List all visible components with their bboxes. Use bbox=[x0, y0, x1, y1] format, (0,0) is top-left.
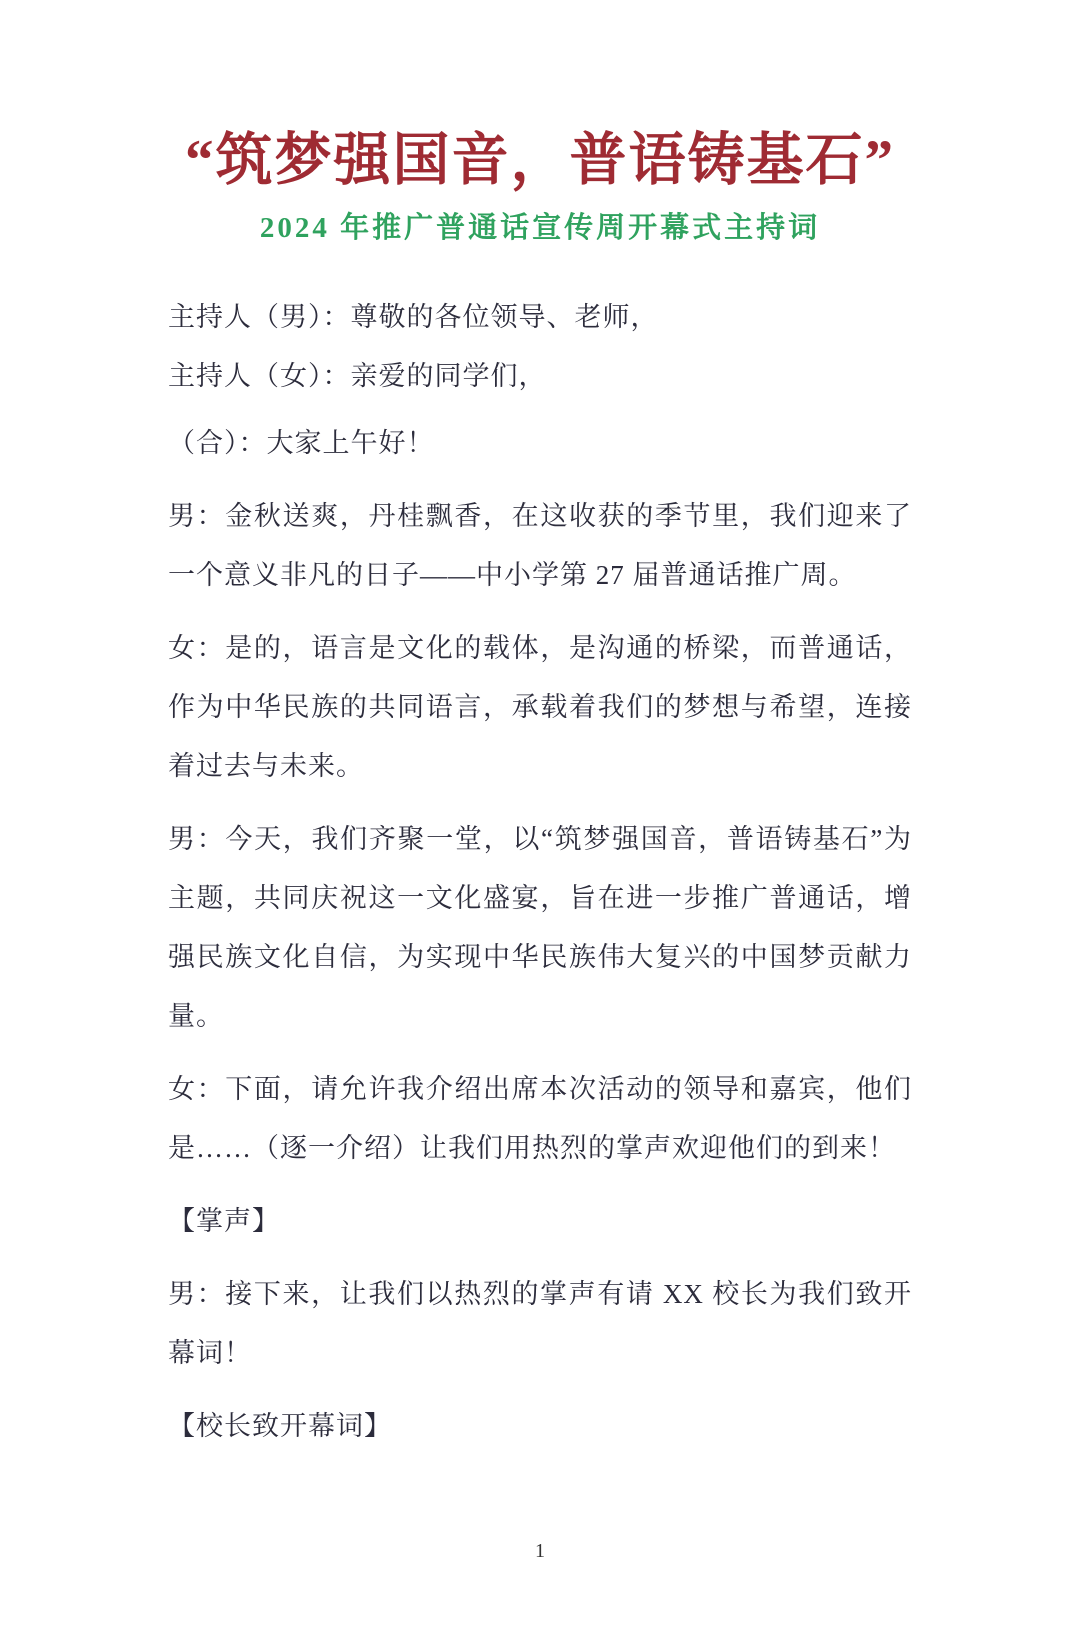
paragraph-female-guests: 女：下面，请允许我介绍出席本次活动的领导和嘉宾，他们是……（逐一介绍）让我们用热烈的掌声欢迎他们的到来！ bbox=[168, 1073, 912, 1163]
paragraph-female-language: 女：是的，语言是文化的载体，是沟通的桥梁，而普通话，作为中华民族的共同语言，承载着我们的梦想与希望，连接着过去与未来。 bbox=[168, 632, 912, 781]
document-title: “筑梦强国音，普语铸基石” bbox=[185, 129, 895, 192]
paragraph-male-principal: 男：接下来，让我们以热烈的掌声有请 XX 校长为我们致开幕词！ bbox=[168, 1278, 912, 1368]
document-subtitle: 2024 年推广普通话宣传周开幕式主持词 bbox=[259, 211, 821, 244]
paragraph-greeting: （合）：大家上午好！ bbox=[168, 427, 435, 458]
document-page bbox=[0, 120, 1080, 1647]
paragraph-applause-cue: 【掌声】 bbox=[168, 1205, 280, 1236]
paragraph-host-male: 主持人（男）：尊敬的各位领导、老师， bbox=[168, 301, 659, 332]
paragraph-opening-speech-cue: 【校长致开幕词】 bbox=[168, 1410, 392, 1441]
paragraph-host-female: 主持人（女）：亲爱的同学们， bbox=[168, 360, 547, 391]
paragraph-male-intro: 男：金秋送爽，丹桂飘香，在这收获的季节里，我们迎来了一个意义非凡的日子——中小学第 27 届普通话推广周。 bbox=[168, 500, 912, 590]
page-number: 1 bbox=[535, 1540, 545, 1562]
document-body bbox=[0, 288, 1080, 1456]
paragraph-male-theme: 男：今天，我们齐聚一堂，以“筑梦强国音，普语铸基石”为主题，共同庆祝这一文化盛宴，旨在进一步推广普通话，增强民族文化自信，为实现中华民族伟大复兴的中国梦贡献力量。 bbox=[168, 823, 912, 1031]
